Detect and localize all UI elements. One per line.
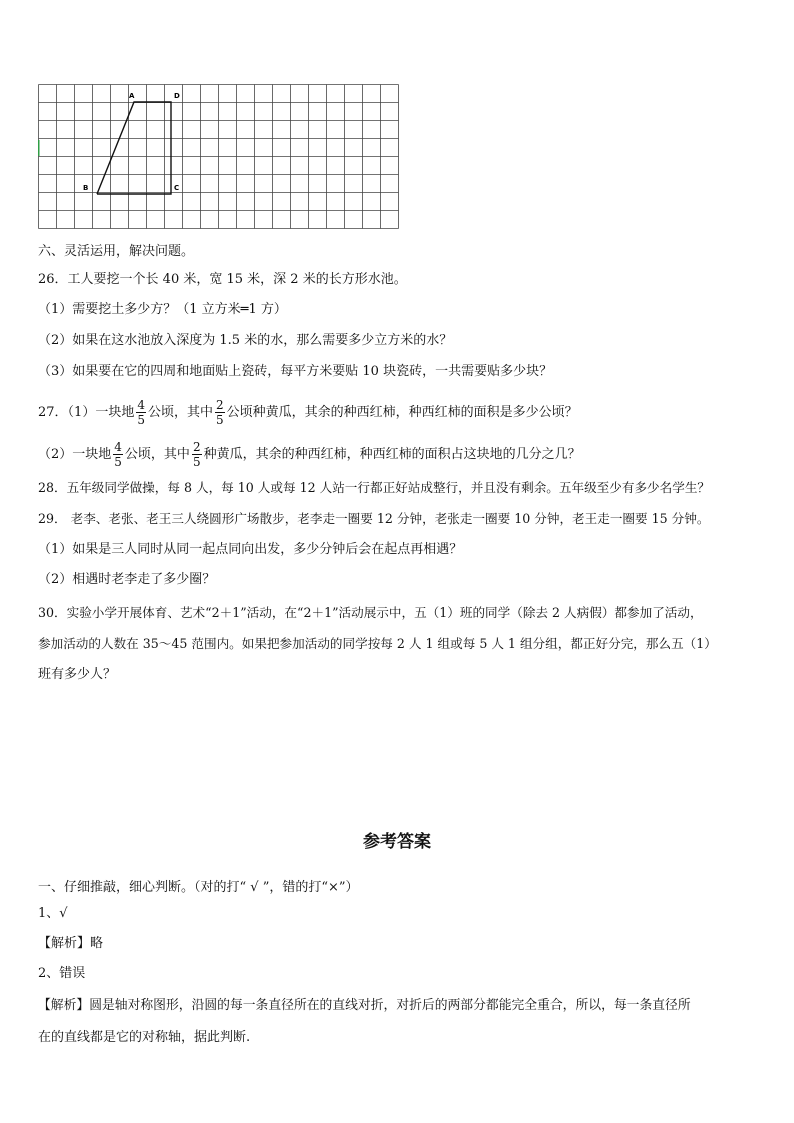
q26-part2: （2）如果在这水池放入深度为 1.5 米的水，那么需要多少立方米的水？ (38, 333, 453, 348)
answer-1-analysis: 【解析】略 (38, 936, 104, 951)
q26-stem: 26．工人要挖一个长 40 米，宽 15 米，深 2 米的长方形水池。 (38, 272, 407, 287)
q29-stem: 29． 老李、老张、老王三人绕圆形广场散步，老李走一圈要 12 分钟，老张走一圈要 10 分钟，老王走一圈要 15 分钟。 (38, 511, 710, 526)
point-label-a: A (129, 92, 135, 100)
trapezoid-grid-figure (38, 84, 400, 230)
answers-title: 参考答案 (363, 832, 431, 852)
trapezoid-abcd (97, 102, 171, 194)
fraction-numerator: 2 (215, 398, 224, 412)
answer-2-analysis-line2: 在的直线都是它的对称轴，据此判断. (38, 1030, 251, 1045)
point-label-c: C (174, 184, 180, 192)
q30-line3: 班有多少人？ (38, 667, 117, 682)
fraction-4-5 (113, 440, 123, 469)
answers-section-1: 一、仔细推敲，细心判断。（对的打“ √ ”，错的打“×”） (38, 880, 359, 895)
q27-part2 (38, 440, 581, 469)
q27-p1-text-b: 公顷，其中 (147, 405, 213, 420)
fraction-2-5 (215, 398, 225, 427)
q27-p1-text-c: 公顷种黄瓜，其余的种西红柿，种西红柿的面积是多少公顷？ (226, 405, 578, 420)
q27-part1 (38, 398, 578, 427)
answer-2-analysis-line1: 【解析】圆是轴对称图形，沿圆的每一条直径所在的直线对折，对折后的两部分都能完全重合，所以，每一条直径所 (38, 998, 691, 1013)
q27-p1-text-a: 27．（1）一块地 (38, 405, 135, 420)
fraction-numerator: 4 (137, 398, 145, 412)
section-6-title: 六、灵活运用，解决问题。 (38, 244, 195, 259)
q30-line2: 参加活动的人数在 35～45 范围内。如果把参加活动的同学按每 2 人 1 组或每 5 人 1 组分组，都正好分完，那么五（1） (38, 636, 717, 651)
fraction-2-5 (192, 440, 202, 469)
fraction-numerator: 4 (114, 440, 122, 454)
fraction-numerator: 2 (192, 440, 201, 454)
q27-p2-text-c: 种黄瓜，其余的种西红柿，种西红柿的面积占这块地的几分之几？ (203, 447, 581, 462)
fraction-denominator: 5 (114, 455, 122, 469)
grid-lines (39, 85, 399, 229)
point-label-d: D (174, 92, 180, 100)
q29-part1: （1）如果是三人同时从同一起点同向出发，多少分钟后会在起点再相遇？ (38, 542, 463, 557)
fraction-denominator: 5 (137, 413, 145, 427)
answer-2: 2、错误 (38, 966, 86, 981)
q27-p2-text-a: （2）一块地 (38, 447, 112, 462)
q26-part3: （3）如果要在它的四周和地面贴上瓷砖，每平方米要贴 10 块瓷砖，一共需要贴多少块？ (38, 364, 553, 379)
q27-p2-text-b: 公顷，其中 (124, 447, 190, 462)
answer-1: 1、√ (38, 906, 68, 921)
q29-part2: （2）相遇时老李走了多少圈？ (38, 572, 216, 587)
q26-part1: （1）需要挖土多少方？（1 立方米═1 方） (38, 302, 287, 317)
q30-line1: 30．实验小学开展体育、艺术“2＋1”活动，在“2＋1”活动展示中，五（1）班的同学（除去 2 人病假）都参加了活动， (38, 605, 703, 620)
fraction-4-5 (136, 398, 146, 427)
q28: 28．五年级同学做操，每 8 人，每 10 人或每 12 人站一行都正好站成整行，并且没有剩余。五年级至少有多少名学生？ (38, 480, 711, 495)
fraction-denominator: 5 (192, 455, 201, 469)
fraction-denominator: 5 (215, 413, 224, 427)
point-label-b: B (83, 184, 89, 192)
